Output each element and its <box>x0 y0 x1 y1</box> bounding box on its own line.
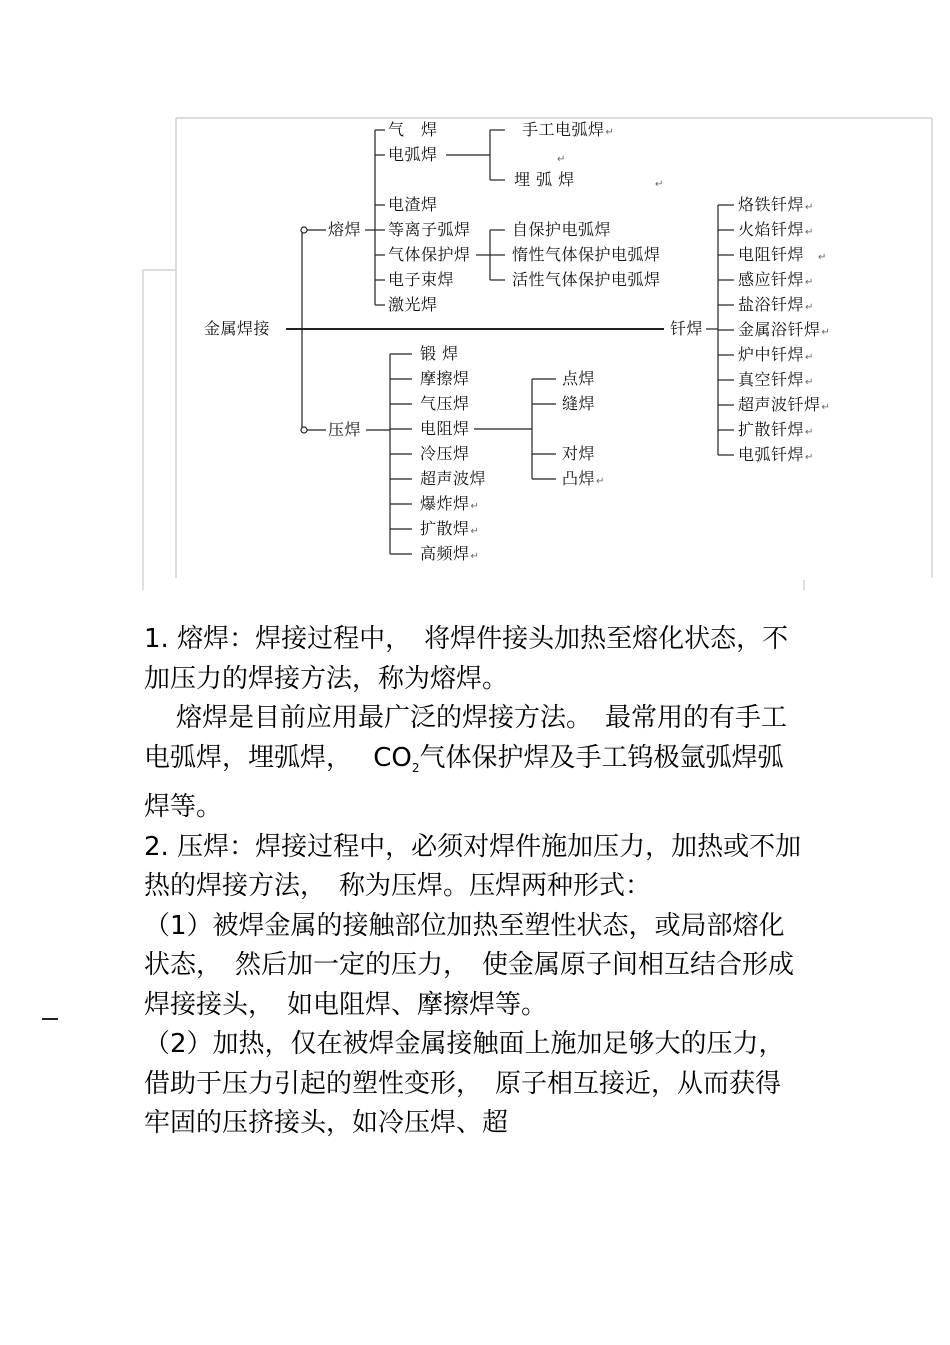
root-label: 金属焊接 <box>204 319 271 338</box>
gas-sub-item: 惰性气体保护电弧焊 <box>512 245 661 264</box>
document-text <box>144 620 806 1144</box>
brazing-item: 烙铁钎焊↵ <box>738 195 814 214</box>
fusion-item: 等离子弧焊 <box>388 220 471 239</box>
brazing-item: 金属浴钎焊↵ <box>738 320 831 339</box>
pressure-item: 锻 焊 <box>420 344 459 363</box>
paragraph-fusion-definition: 1. 熔焊：焊接过程中， 将焊件接头加热至熔化状态，不加压力的焊接方法，称为熔焊。 <box>144 624 789 694</box>
resistance-sub-item: 点焊 <box>562 369 596 388</box>
fusion-item: 电渣焊 <box>388 195 438 214</box>
paragraph-fusion-usage: 熔焊是目前应用最广泛的焊接方法。 最常用的有手工电弧焊，埋弧焊， $CO_2$气体保护焊及手工钨极氩弧焊弧焊等。 <box>144 703 788 822</box>
gas-sub-item: 活性气体保护电弧焊 <box>512 270 661 289</box>
brazing-item: 炉中钎焊↵ <box>738 345 814 364</box>
pressure-item: 冷压焊 <box>420 444 470 463</box>
arc-sub-item: 手工电弧焊↵ <box>522 120 615 139</box>
pressure-item: 气压焊 <box>420 394 470 413</box>
return-mark: ↵ <box>557 154 566 165</box>
return-mark: ↵ <box>605 127 615 138</box>
resistance-sub-item: 凸焊↵ <box>562 469 605 488</box>
fusion-item: 气体保护焊 <box>388 245 471 264</box>
paragraph-pressure-form-1: （1）被焊金属的接触部位加热至塑性状态，或局部熔化状态， 然后加一定的压力， 使金属原子间相互结合形成焊接接头， 如电阻焊、摩擦焊等。 <box>144 910 795 1020</box>
pressure-item: 爆炸焊↵ <box>420 494 480 513</box>
fusion-item: 电子束焊 <box>388 270 455 289</box>
pressure-item: 摩擦焊 <box>420 369 470 388</box>
pressure-item: 电阻焊 <box>420 419 470 438</box>
paragraph-pressure-definition: 2. 压焊：焊接过程中，必须对焊件施加压力，加热或不加热的焊接方法， 称为压焊。压焊两种形式： <box>144 831 802 901</box>
return-mark: ↵ <box>655 179 664 190</box>
brazing-item: 超声波钎焊↵ <box>738 395 831 414</box>
welding-classification-diagram <box>0 0 950 590</box>
pressure-item: 高频焊↵ <box>420 544 480 563</box>
resistance-sub-item: 缝焊 <box>562 394 596 413</box>
paragraph-pressure-form-2: （2）加热，仅在被焊金属接触面上施加足够大的压力，借助于压力引起的塑性变形， 原子相互接近，从而获得牢固的压挤接头，如冷压焊、超 <box>144 1029 785 1138</box>
resistance-sub-item: 对焊 <box>562 444 596 463</box>
fusion-item: 气 焊 <box>388 120 438 139</box>
brazing-item: 扩散钎焊↵ <box>738 420 814 439</box>
fusion-item: 电弧焊 <box>388 145 438 164</box>
brazing-label: 钎焊 <box>670 319 704 338</box>
brazing-item: 盐浴钎焊↵ <box>738 295 814 314</box>
brazing-item: 电弧钎焊↵ <box>738 445 814 464</box>
brazing-item: 感应钎焊↵ <box>738 270 814 289</box>
brazing-item: 真空钎焊↵ <box>738 370 814 389</box>
pressure-item: 超声波焊 <box>420 469 487 488</box>
pressure-label: 压焊 <box>328 420 362 439</box>
subscript-2: 2 <box>411 760 420 775</box>
pressure-item: 扩散焊↵ <box>420 519 480 538</box>
fusion-item: 激光焊 <box>388 295 438 314</box>
arc-sub-item: 埋 弧 焊 <box>514 170 575 189</box>
margin-dash <box>42 1018 58 1020</box>
fusion-label: 熔焊 <box>328 220 362 239</box>
gas-sub-item: 自保护电弧焊 <box>512 220 612 239</box>
brazing-item: 电阻钎焊 ↵ <box>738 245 827 264</box>
brazing-item: 火焰钎焊↵ <box>738 220 814 239</box>
